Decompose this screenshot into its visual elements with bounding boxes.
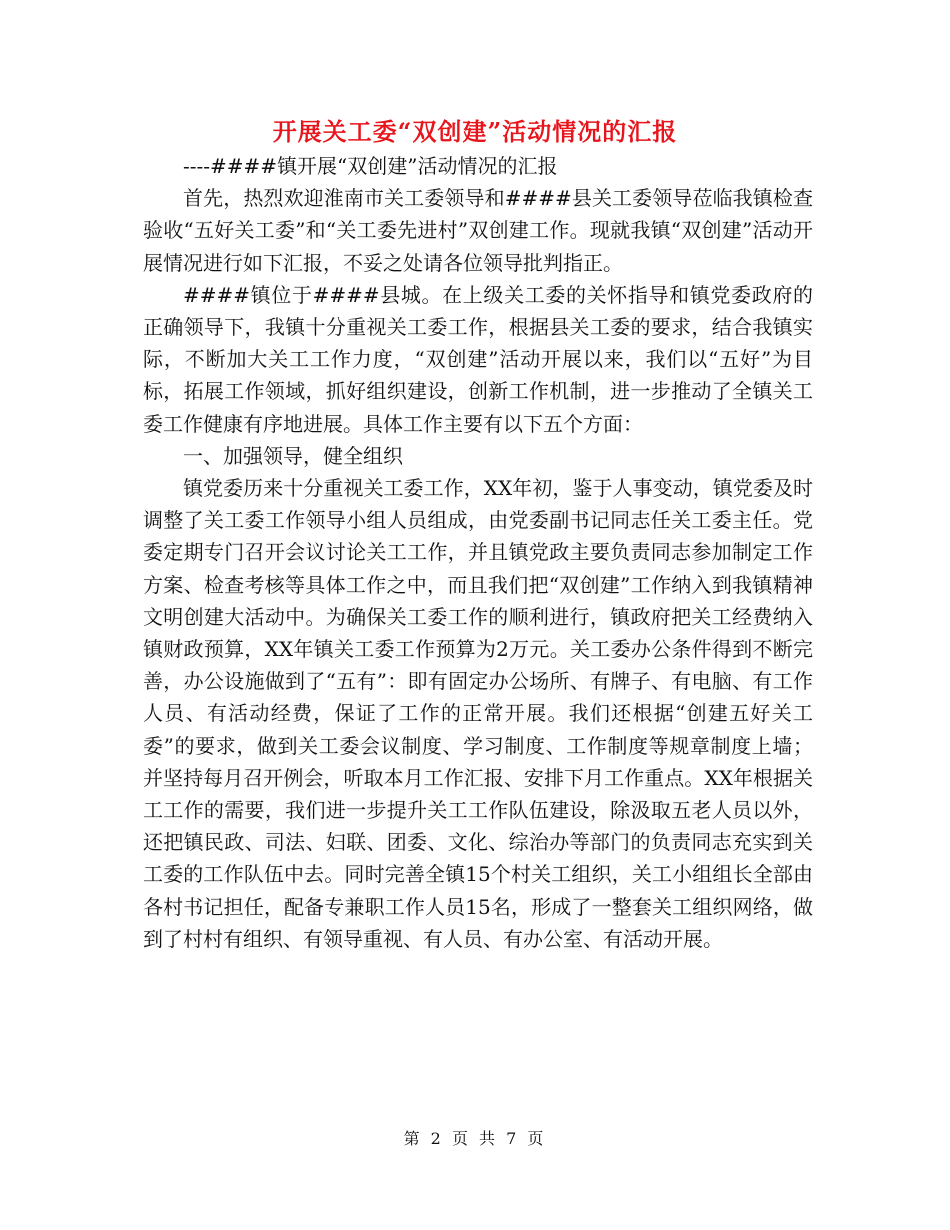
- page-footer: 第 2 页 共 7 页: [403, 1129, 547, 1148]
- document-body: [143, 150, 813, 955]
- document-title: 开展关工委“双创建”活动情况的汇报: [272, 117, 678, 146]
- section-paragraph: 镇党委历来十分重视关工委工作，XX年初，鉴于人事变动，镇党委及时调整了关工委工作领导小组人员组成，由党委副书记同志任关工委主任。党委定期专门召开会议讨论关工工作，并且镇党政主要负责同志参加制定工作方案、检查考核等具体工作之中，而且我们把“双创建”工作纳入到我镇精神文明创建大活动中。为确保关工委工作的顺利进行，镇政府把关工经费纳入镇财政预算，XX年镇关工委工作预算为2万元。关工委办公条件得到不断完善，办公设施做到了“五有”：即有固定办公场所、有牌子、有电脑、有工作人员、有活动经费，保证了工作的正常开展。我们还根据“创建五好关工委”的要求，做到关工委会议制度、学习制度、工作制度等规章制度上墙；并坚持每月召开例会，听取本月工作汇报、安排下月工作重点。XX年根据关工工作的需要，我们进一步提升关工工作队伍建设，除汲取五老人员以外，还把镇民政、司法、妇联、团委、文化、综治办等部门的负责同志充实到关工委的工作队伍中去。同时完善全镇15个村关工组织，关工小组组长全部由各村书记担任，配备专兼职工作人员15名，形成了一整套关工组织网络，做到了村村有组织、有领导重视、有人员、有办公室、有活动开展。: [143, 476, 813, 951]
- intro-paragraph: 首先，热烈欢迎淮南市关工委领导和####县关工委领导莅临我镇检查验收“五好关工委”和“关工委先进村”双创建工作。现就我镇“双创建”活动开展情况进行如下汇报，不妥之处请各位领导批判指正。: [143, 186, 813, 275]
- overview-paragraph: ####镇位于####县城。在上级关工委的关怀指导和镇党委政府的正确领导下，我镇十分重视关工委工作，根据县关工委的要求，结合我镇实际，不断加大关工工作力度，“双创建”活动开展以来，我们以“五好”为目标，拓展工作领域，抓好组织建设，创新工作机制，进一步推动了全镇关工委工作健康有序地进展。具体工作主要有以下五个方面：: [143, 282, 813, 436]
- section-heading: 一、加强领导，健全组织: [183, 443, 403, 468]
- subtitle-paragraph: ----####镇开展“双创建”活动情况的汇报: [183, 154, 558, 178]
